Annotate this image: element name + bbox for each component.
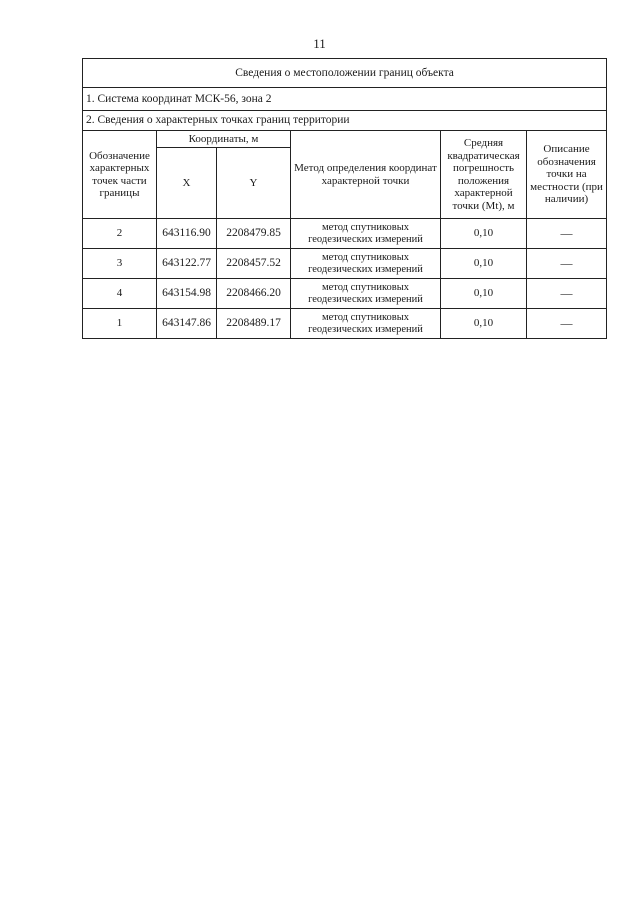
table-row (83, 279, 607, 309)
coord-x: 643147.86 (157, 309, 217, 339)
point-number: 2 (83, 219, 157, 249)
coord-y: 2208466.20 (217, 279, 291, 309)
table-row (83, 249, 607, 279)
table-row (83, 309, 607, 339)
coord-x: 643116.90 (157, 219, 217, 249)
boundary-table (82, 58, 607, 339)
page-number: 11 (313, 36, 326, 51)
accuracy: 0,10 (441, 309, 527, 339)
coord-x: 643122.77 (157, 249, 217, 279)
header-accuracy: Средняя квадратическая погрешность положения характерной точки (Mt), м (441, 131, 527, 219)
coord-y: 2208489.17 (217, 309, 291, 339)
method: метод спутниковых геодезических измерений (291, 279, 441, 309)
method: метод спутниковых геодезических измерений (291, 309, 441, 339)
coord-x: 643154.98 (157, 279, 217, 309)
description: — (527, 279, 607, 309)
coordinate-system: 1. Система координат МСК-56, зона 2 (83, 88, 607, 111)
method: метод спутниковых геодезических измерений (291, 249, 441, 279)
point-number: 3 (83, 249, 157, 279)
coord-y: 2208479.85 (217, 219, 291, 249)
points-section-title: 2. Сведения о характерных точках границ территории (83, 111, 607, 131)
header-designation: Обозначение характерных точек части границы (83, 131, 157, 219)
method: метод спутниковых геодезических измерений (291, 219, 441, 249)
header-description: Описание обозначения точки на местности (при наличии) (527, 131, 607, 219)
header-x: X (157, 148, 217, 219)
description: — (527, 249, 607, 279)
accuracy: 0,10 (441, 219, 527, 249)
coord-y: 2208457.52 (217, 249, 291, 279)
accuracy: 0,10 (441, 249, 527, 279)
table-row (83, 219, 607, 249)
description: — (527, 219, 607, 249)
accuracy: 0,10 (441, 279, 527, 309)
header-y: Y (217, 148, 291, 219)
description: — (527, 309, 607, 339)
point-number: 1 (83, 309, 157, 339)
point-number: 4 (83, 279, 157, 309)
table-title: Сведения о местоположении границ объекта (83, 59, 607, 88)
header-method: Метод определения координат характерной точки (291, 131, 441, 219)
header-coordinates: Координаты, м (157, 131, 291, 148)
